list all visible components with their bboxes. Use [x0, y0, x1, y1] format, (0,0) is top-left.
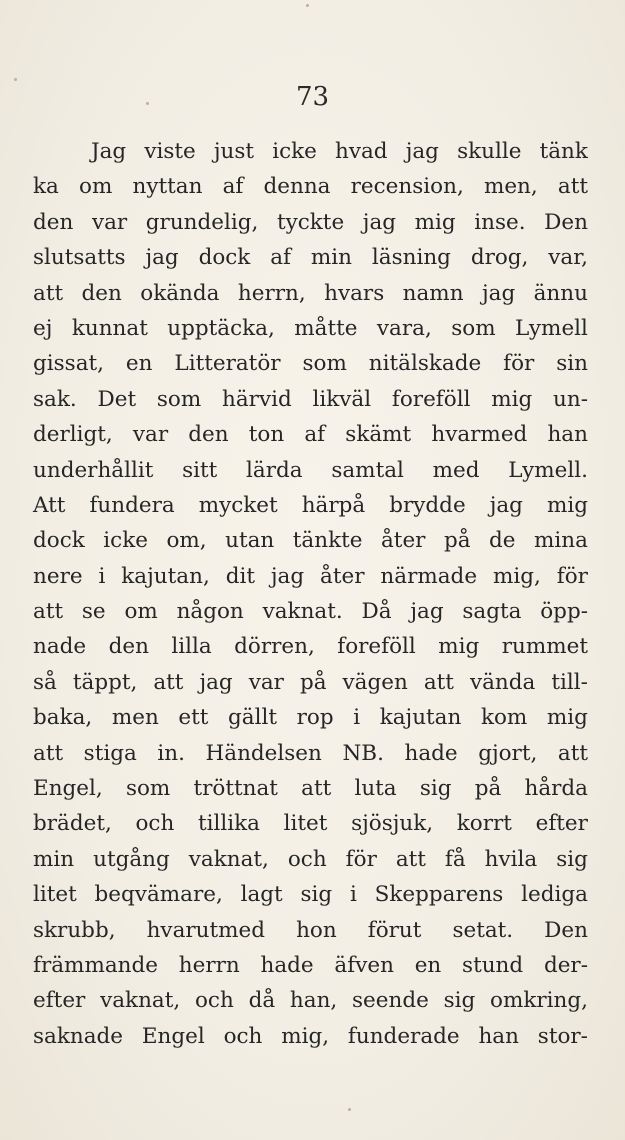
paper-speck	[306, 4, 309, 7]
text-line: efter vaknat, och då han, seende sig omkring,	[33, 988, 588, 1014]
page-number: 73	[295, 82, 330, 112]
text-line: brädet, och tillika litet sjösjuk, korrt efter	[33, 811, 588, 837]
text-line: ka om nyttan af denna recension, men, att	[33, 174, 588, 200]
text-line: litet beqvämare, lagt sig i Skepparens lediga	[33, 882, 588, 908]
text-line: att stiga in. Händelsen NB. hade gjort, att	[33, 740, 588, 766]
text-line: skrubb, hvarutmed hon förut setat. Den	[33, 917, 588, 943]
text-line: min utgång vaknat, och för att få hvila sig	[33, 846, 588, 872]
text-line: dock icke om, utan tänkte åter på de mina	[33, 528, 588, 554]
text-line: ej kunnat upptäcka, måtte vara, som Lymell	[33, 315, 588, 341]
text-line: gissat, en Litteratör som nitälskade för sin	[33, 351, 588, 377]
text-line: slutsatts jag dock af min läsning drog, var,	[33, 245, 588, 271]
text-line: Jag viste just icke hvad jag skulle tänk	[91, 139, 588, 164]
paper-speck	[348, 1108, 351, 1111]
paper-speck	[14, 78, 17, 81]
text-line: nade den lilla dörren, foreföll mig rummet	[33, 634, 588, 660]
body-text	[33, 134, 588, 1054]
text-line: derligt, var den ton af skämt hvarmed han	[33, 422, 588, 448]
paper-speck	[146, 102, 149, 105]
text-line: nere i kajutan, dit jag åter närmade mig, för	[33, 563, 588, 589]
text-line: främmande herrn hade äfven en stund der-	[33, 952, 588, 978]
text-line: underhållit sitt lärda samtal med Lymell.	[33, 457, 588, 483]
text-line: Att fundera mycket härpå brydde jag mig	[33, 492, 588, 518]
text-line: saknade Engel och mig, funderade han stor-	[33, 1023, 588, 1049]
text-line: sak. Det som härvid likväl foreföll mig un-	[33, 386, 588, 412]
text-line: att den okända herrn, hvars namn jag ännu	[33, 280, 588, 306]
text-line: den var grundelig, tyckte jag mig inse. Den	[33, 209, 588, 235]
text-line: så täppt, att jag var på vägen att vända till-	[33, 669, 588, 695]
text-line: Engel, som tröttnat att luta sig på hårda	[33, 776, 588, 802]
text-line: att se om någon vaknat. Då jag sagta öpp-	[33, 599, 588, 625]
text-line: baka, men ett gällt rop i kajutan kom mig	[33, 705, 588, 731]
